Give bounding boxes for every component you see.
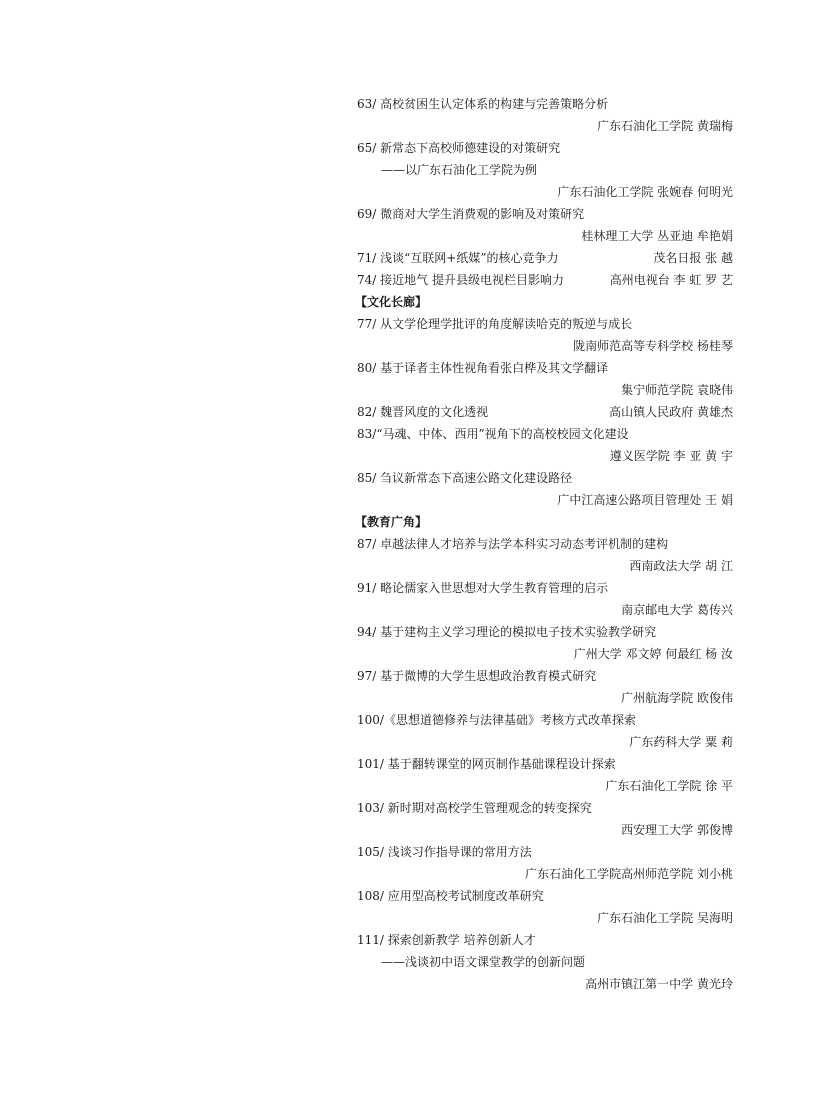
section-heading: 【文化长廊】	[355, 295, 428, 309]
entry-title: 101/ 基于翻转课堂的网页制作基础课程设计探索	[357, 757, 616, 771]
entry-title: 97/ 基于微博的大学生思想政治教育模式研究	[357, 669, 597, 683]
entry-author: 高山镇人民政府 黄雄杰	[609, 405, 733, 419]
entry-title: 111/ 探索创新教学 培养创新人才	[357, 933, 536, 947]
entry-author: 高州市镇江第一中学 黄光玲	[585, 977, 733, 991]
entry-title: 108/ 应用型高校考试制度改革研究	[357, 889, 544, 903]
entry-author: 西安理工大学 郭俊博	[621, 823, 733, 837]
entry-title: 63/ 高校贫困生认定体系的构建与完善策略分析	[357, 97, 609, 111]
entry-title: 65/ 新常态下高校师德建设的对策研究	[357, 141, 561, 155]
entry-title: 83/“马魂、中体、西用”视角下的高校校园文化建设	[357, 427, 629, 441]
entry-title: 69/ 微商对大学生消费观的影响及对策研究	[357, 207, 585, 221]
entry-title: 103/ 新时期对高校学生管理观念的转变探究	[357, 801, 592, 815]
entry-author: 茂名日报 张 越	[653, 251, 733, 265]
entry-author: 广东石油化工学院高州师范学院 刘小桃	[525, 867, 733, 881]
entry-author: 南京邮电大学 葛传兴	[621, 603, 733, 617]
toc-entry	[357, 269, 733, 291]
entry-author: 广州大学 邓文婷 何最红 杨 汝	[573, 647, 733, 661]
entry-title: 71/ 浅谈“互联网+纸媒”的核心竞争力	[357, 251, 559, 265]
entry-title: 94/ 基于建构主义学习理论的模拟电子技术实验教学研究	[357, 625, 657, 639]
entry-author: 广中江高速公路项目管理处 王 娟	[557, 493, 733, 507]
entry-title: 100/《思想道德修养与法律基础》考核方式改革探索	[357, 713, 636, 727]
entry-author: 广州航海学院 欧俊伟	[621, 691, 733, 705]
entry-title: 82/ 魏晋风度的文化透视	[357, 405, 489, 419]
entry-author: 广东药科大学 粟 莉	[629, 735, 733, 749]
entry-author: 广东石油化工学院 黄瑞梅	[597, 119, 733, 133]
toc-entry	[357, 247, 733, 269]
entry-title: 105/ 浅谈习作指导课的常用方法	[357, 845, 532, 859]
entry-title: 77/ 从文学伦理学批评的角度解读哈克的叛逆与成长	[357, 317, 633, 331]
entry-author: 广东石油化工学院 吴海明	[597, 911, 733, 925]
entry-author: 集宁师范学院 袁晓伟	[621, 383, 733, 397]
entry-title: 74/ 接近地气 提升县级电视栏目影响力	[357, 273, 564, 287]
entry-author: 遵义医学院 李 亚 黄 宇	[609, 449, 733, 463]
entry-subtitle: ——浅谈初中语文课堂教学的创新问题	[381, 955, 586, 969]
entry-author: 桂林理工大学 丛亚迪 牟艳娟	[581, 229, 733, 243]
entry-title: 80/ 基于译者主体性视角看张白桦及其文学翻译	[357, 361, 609, 375]
entry-author: 广东石油化工学院 徐 平	[605, 779, 733, 793]
entry-author: 广东石油化工学院 张婉春 何明光	[557, 185, 733, 199]
entry-subtitle: ——以广东石油化工学院为例	[381, 163, 538, 177]
entry-author: 高州电视台 李 虹 罗 艺	[609, 273, 733, 287]
entry-title: 85/ 刍议新常态下高速公路文化建设路径	[357, 471, 573, 485]
entry-title: 91/ 略论儒家入世思想对大学生教育管理的启示	[357, 581, 609, 595]
table-of-contents	[357, 93, 733, 995]
toc-entry	[357, 401, 733, 423]
section-heading: 【教育广角】	[355, 515, 428, 529]
entry-title: 87/ 卓越法律人才培养与法学本科实习动态考评机制的建构	[357, 537, 669, 551]
entry-author: 陇南师范高等专科学校 杨桂琴	[573, 339, 733, 353]
entry-author: 西南政法大学 胡 江	[629, 559, 733, 573]
